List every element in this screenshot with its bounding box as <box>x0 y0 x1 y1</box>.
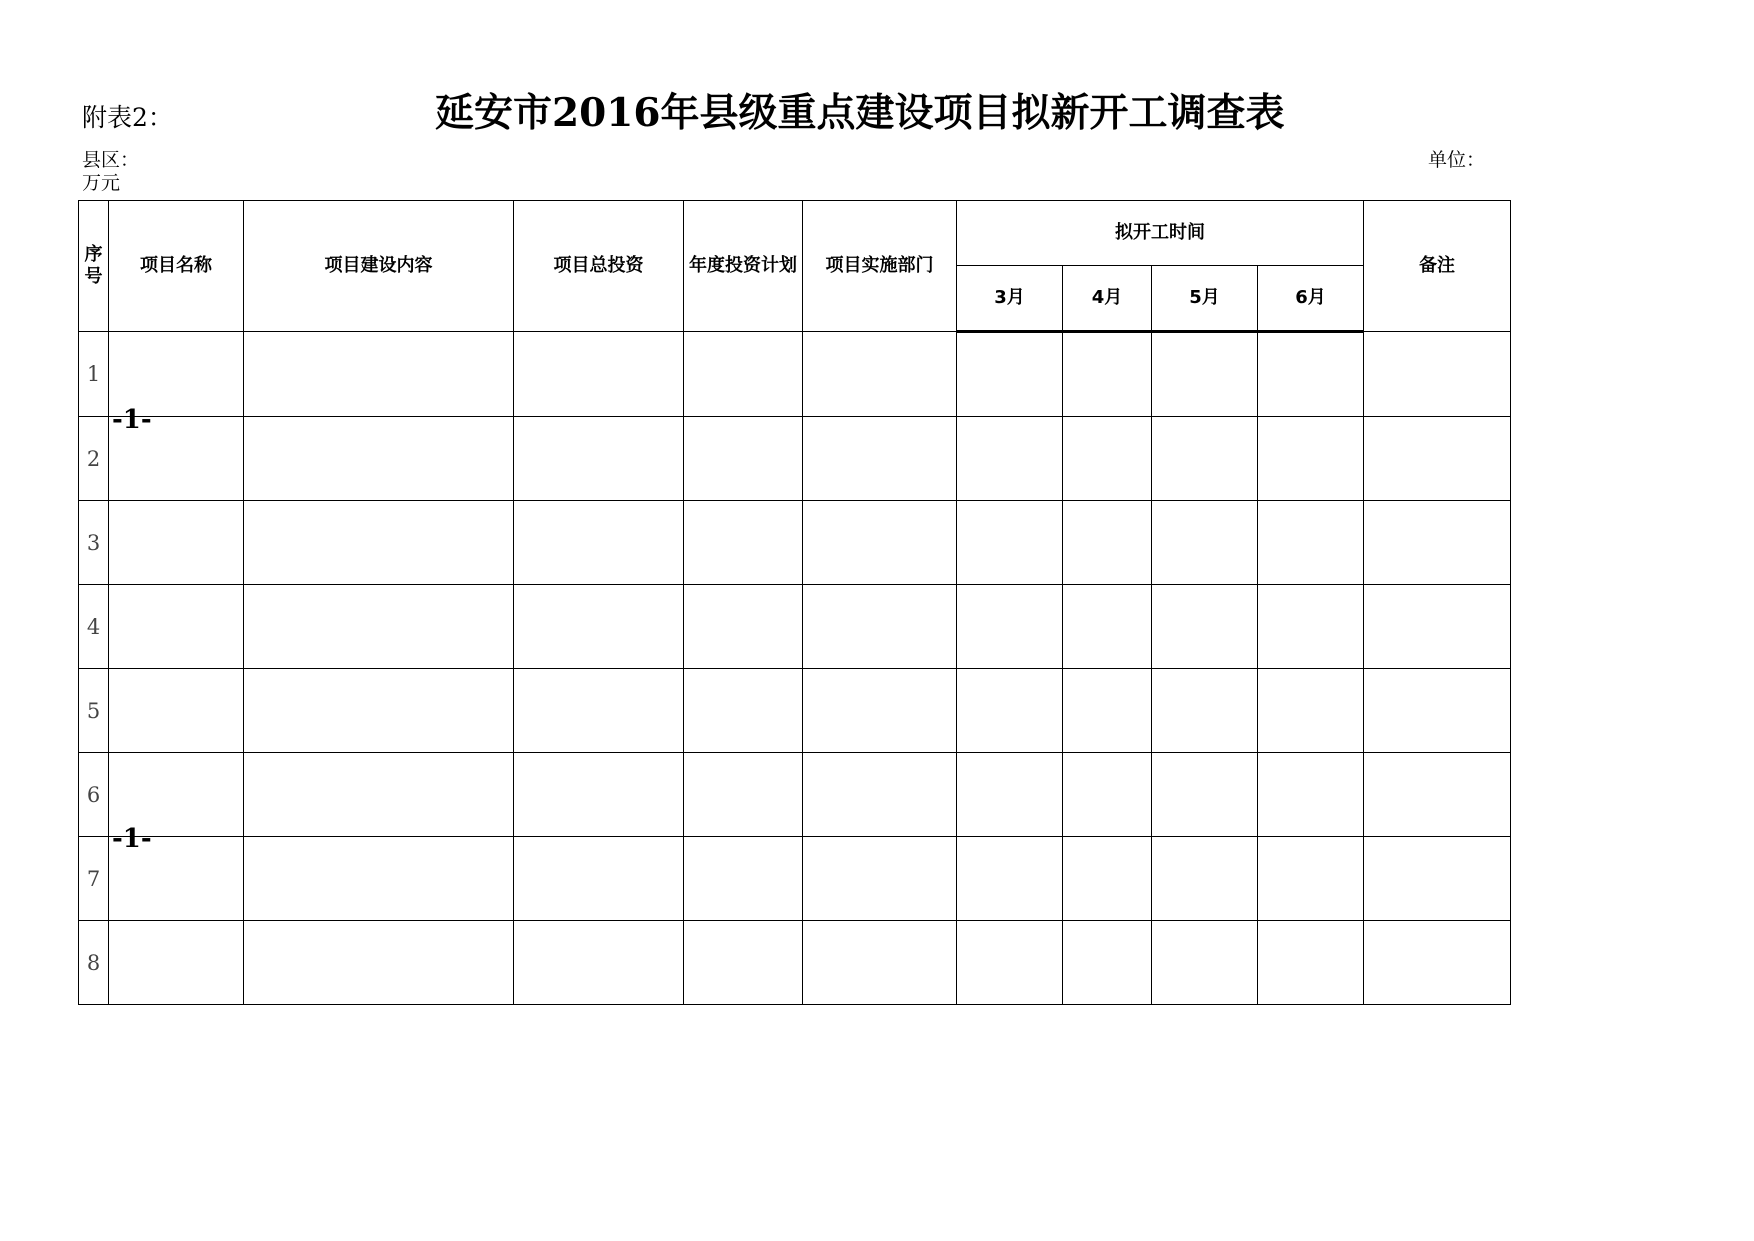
header-annual-plan: 年度投资计划 <box>684 201 803 332</box>
cell-month-5[interactable] <box>1152 417 1258 501</box>
cell-month-3[interactable] <box>957 332 1063 417</box>
header-month-5: 5月 <box>1152 266 1258 332</box>
header-month-3: 3月 <box>957 266 1063 332</box>
cell-total-investment[interactable] <box>514 585 684 669</box>
cell-annual-plan[interactable] <box>684 837 803 921</box>
cell-month-6[interactable] <box>1258 921 1364 1005</box>
cell-month-3[interactable] <box>957 753 1063 837</box>
table-row <box>79 332 1511 417</box>
cell-month-6[interactable] <box>1258 753 1364 837</box>
cell-department[interactable] <box>803 837 957 921</box>
header-month-6: 6月 <box>1258 266 1364 332</box>
header-month-4: 4月 <box>1063 266 1152 332</box>
cell-month-5[interactable] <box>1152 332 1258 417</box>
table-row <box>79 501 1511 585</box>
cell-construction-content[interactable] <box>244 753 514 837</box>
row-seq: 1 <box>79 332 109 417</box>
table-row <box>79 753 1511 837</box>
table-row <box>79 837 1511 921</box>
cell-month-5[interactable] <box>1152 585 1258 669</box>
page-number-mark: -1- <box>112 405 152 435</box>
header-project-name: 项目名称 <box>109 201 244 332</box>
table-row <box>79 585 1511 669</box>
cell-construction-content[interactable] <box>244 921 514 1005</box>
cell-total-investment[interactable] <box>514 669 684 753</box>
cell-department[interactable] <box>803 501 957 585</box>
page-title: 延安市2016年县级重点建设项目拟新开工调查表 <box>435 90 1285 136</box>
cell-department[interactable] <box>803 753 957 837</box>
cell-month-6[interactable] <box>1258 417 1364 501</box>
cell-month-6[interactable] <box>1258 669 1364 753</box>
cell-annual-plan[interactable] <box>684 921 803 1005</box>
cell-project-name[interactable] <box>109 501 244 585</box>
cell-month-3[interactable] <box>957 501 1063 585</box>
cell-month-4[interactable] <box>1063 669 1152 753</box>
cell-department[interactable] <box>803 669 957 753</box>
cell-remarks[interactable] <box>1364 837 1511 921</box>
cell-annual-plan[interactable] <box>684 501 803 585</box>
cell-total-investment[interactable] <box>514 332 684 417</box>
cell-month-4[interactable] <box>1063 332 1152 417</box>
cell-month-4[interactable] <box>1063 417 1152 501</box>
header-construction-content: 项目建设内容 <box>244 201 514 332</box>
cell-construction-content[interactable] <box>244 332 514 417</box>
cell-month-5[interactable] <box>1152 753 1258 837</box>
header-seq: 序号 <box>79 201 109 332</box>
cell-project-name[interactable] <box>109 585 244 669</box>
cell-month-5[interactable] <box>1152 501 1258 585</box>
cell-month-5[interactable] <box>1152 669 1258 753</box>
row-seq: 2 <box>79 417 109 501</box>
cell-construction-content[interactable] <box>244 837 514 921</box>
cell-month-6[interactable] <box>1258 837 1364 921</box>
cell-total-investment[interactable] <box>514 501 684 585</box>
cell-construction-content[interactable] <box>244 669 514 753</box>
cell-annual-plan[interactable] <box>684 669 803 753</box>
cell-total-investment[interactable] <box>514 417 684 501</box>
row-seq: 3 <box>79 501 109 585</box>
row-seq: 4 <box>79 585 109 669</box>
cell-annual-plan[interactable] <box>684 417 803 501</box>
cell-remarks[interactable] <box>1364 501 1511 585</box>
cell-month-5[interactable] <box>1152 921 1258 1005</box>
cell-remarks[interactable] <box>1364 332 1511 417</box>
page-number-mark: -1- <box>112 824 152 854</box>
cell-month-4[interactable] <box>1063 501 1152 585</box>
cell-remarks[interactable] <box>1364 753 1511 837</box>
unit-value: 万元 <box>82 172 121 194</box>
header-remarks: 备注 <box>1364 201 1511 332</box>
cell-remarks[interactable] <box>1364 417 1511 501</box>
attachment-label: 附表2： <box>82 103 173 132</box>
cell-month-4[interactable] <box>1063 753 1152 837</box>
cell-month-3[interactable] <box>957 585 1063 669</box>
row-seq: 6 <box>79 753 109 837</box>
cell-total-investment[interactable] <box>514 837 684 921</box>
cell-month-3[interactable] <box>957 417 1063 501</box>
cell-construction-content[interactable] <box>244 417 514 501</box>
survey-table <box>78 200 1511 1005</box>
cell-project-name[interactable] <box>109 332 244 417</box>
cell-month-4[interactable] <box>1063 921 1152 1005</box>
cell-month-4[interactable] <box>1063 837 1152 921</box>
cell-department[interactable] <box>803 585 957 669</box>
table-row <box>79 669 1511 753</box>
unit-label: 单位： <box>1428 149 1486 171</box>
cell-remarks[interactable] <box>1364 669 1511 753</box>
cell-construction-content[interactable] <box>244 501 514 585</box>
cell-department[interactable] <box>803 417 957 501</box>
cell-month-3[interactable] <box>957 921 1063 1005</box>
cell-total-investment[interactable] <box>514 921 684 1005</box>
cell-project-name[interactable] <box>109 669 244 753</box>
cell-annual-plan[interactable] <box>684 585 803 669</box>
cell-annual-plan[interactable] <box>684 753 803 837</box>
cell-month-5[interactable] <box>1152 837 1258 921</box>
header-total-investment: 项目总投资 <box>514 201 684 332</box>
cell-department[interactable] <box>803 921 957 1005</box>
cell-month-3[interactable] <box>957 837 1063 921</box>
cell-month-6[interactable] <box>1258 585 1364 669</box>
row-seq: 5 <box>79 669 109 753</box>
row-seq: 7 <box>79 837 109 921</box>
cell-month-3[interactable] <box>957 669 1063 753</box>
header-start-time: 拟开工时间 <box>957 201 1364 266</box>
cell-department[interactable] <box>803 332 957 417</box>
cell-month-4[interactable] <box>1063 585 1152 669</box>
cell-project-name[interactable] <box>109 921 244 1005</box>
cell-remarks[interactable] <box>1364 921 1511 1005</box>
table-row <box>79 921 1511 1005</box>
cell-month-6[interactable] <box>1258 501 1364 585</box>
cell-remarks[interactable] <box>1364 585 1511 669</box>
row-seq: 8 <box>79 921 109 1005</box>
cell-month-6[interactable] <box>1258 332 1364 417</box>
county-label: 县区： <box>82 149 140 171</box>
header-department: 项目实施部门 <box>803 201 957 332</box>
cell-construction-content[interactable] <box>244 585 514 669</box>
cell-total-investment[interactable] <box>514 753 684 837</box>
cell-annual-plan[interactable] <box>684 332 803 417</box>
table-row <box>79 417 1511 501</box>
